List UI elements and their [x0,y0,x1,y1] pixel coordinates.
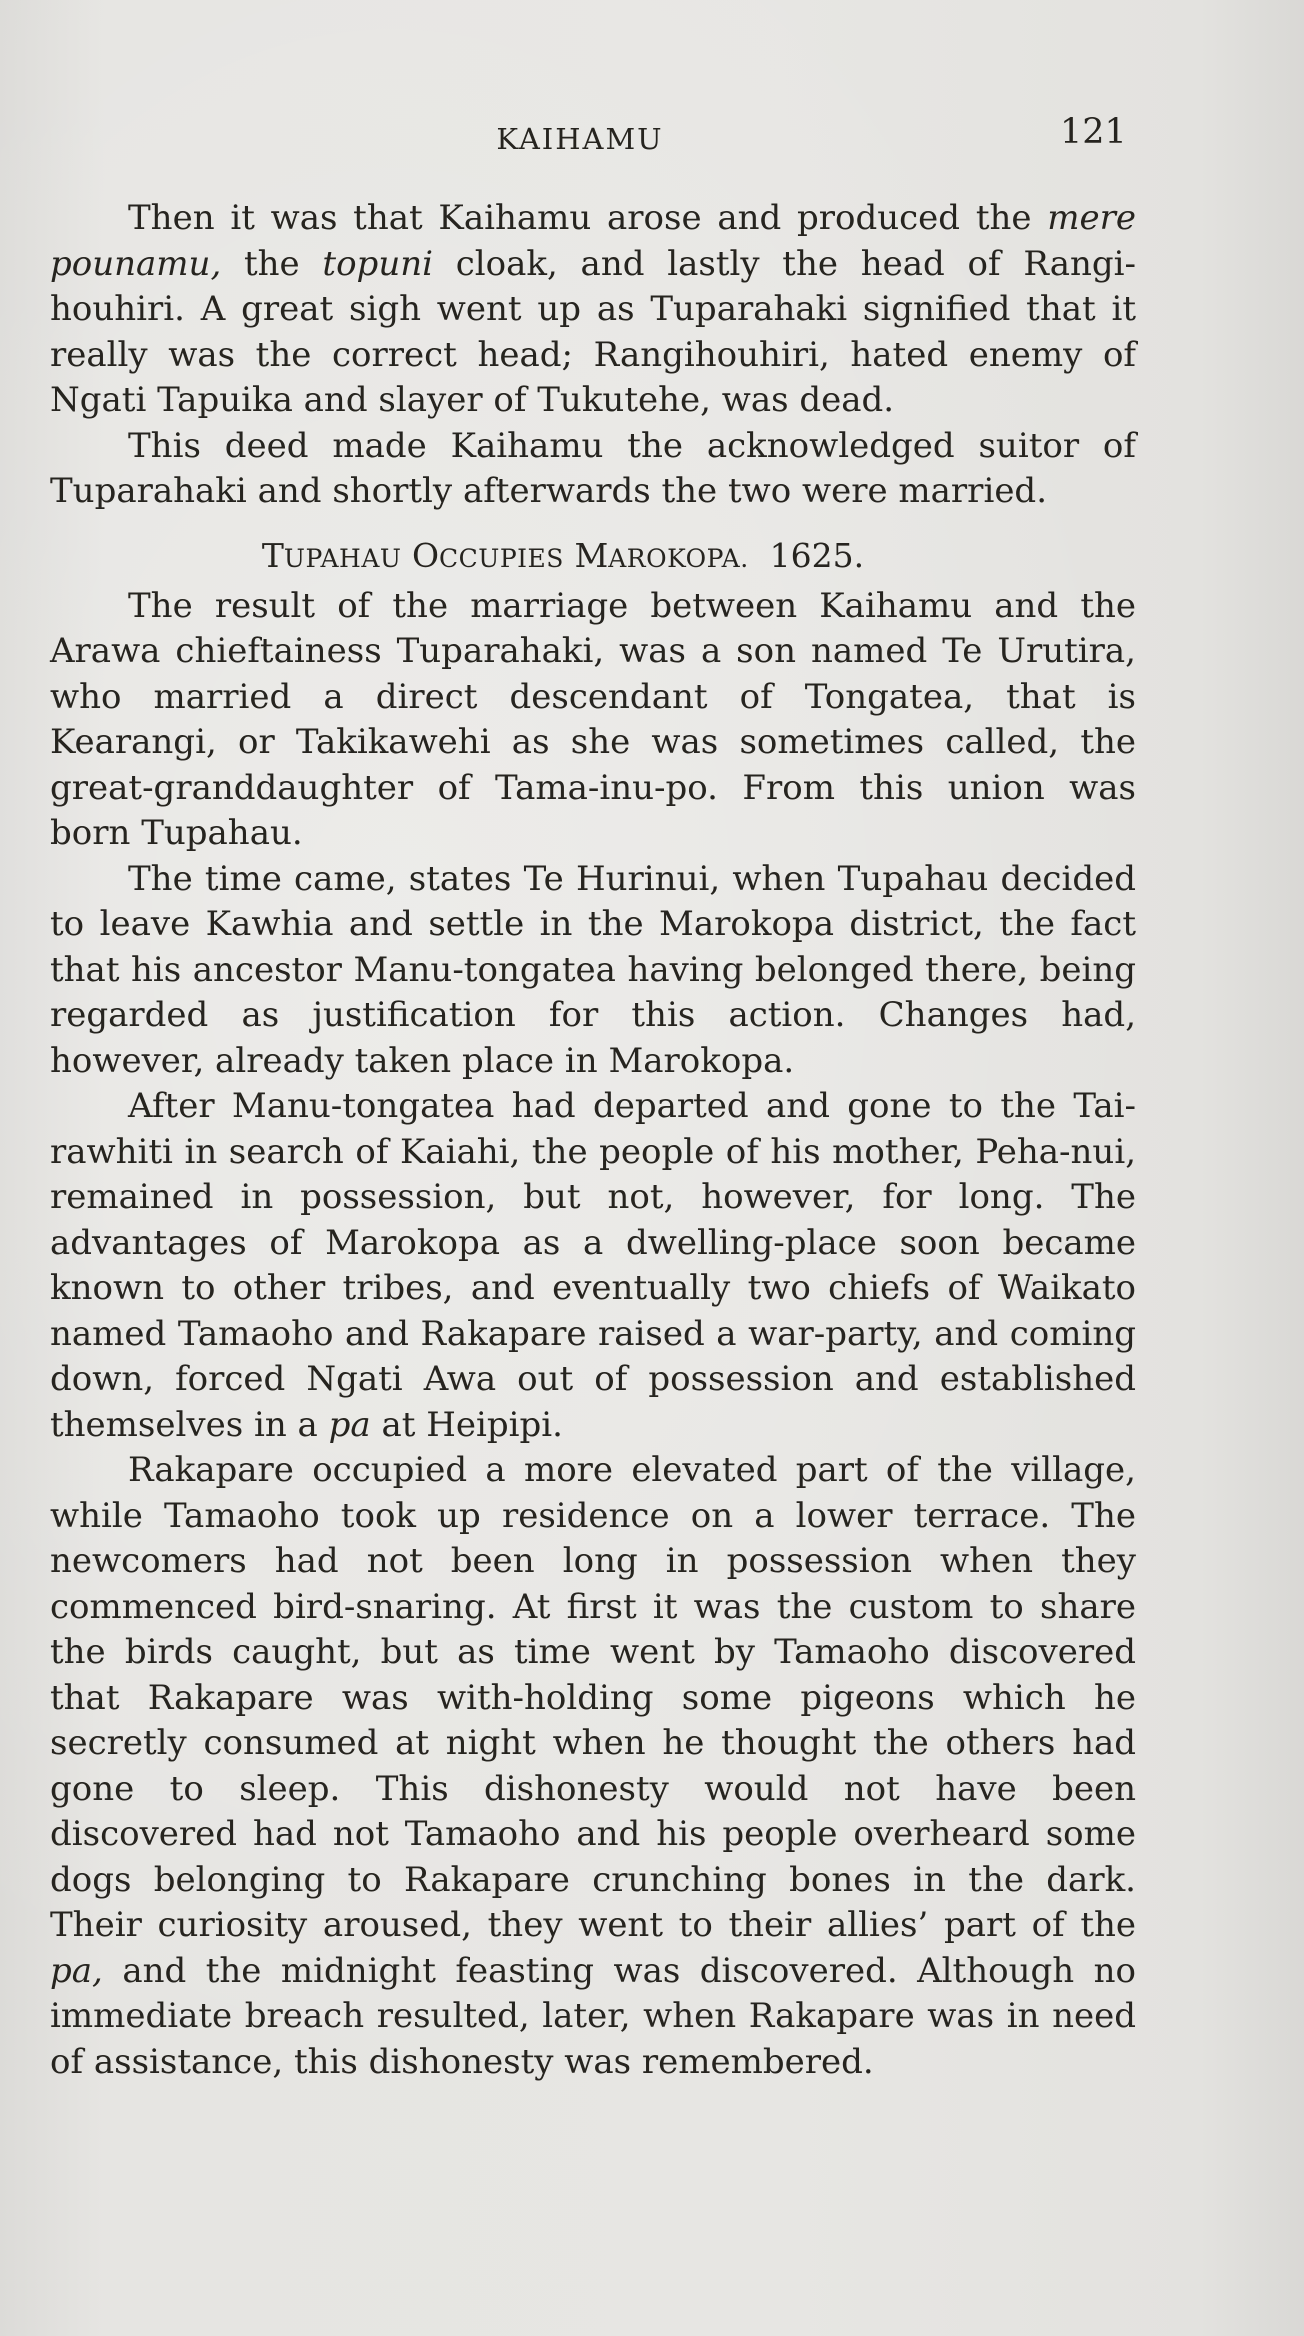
running-title: KAIHAMU [496,122,664,156]
text-run: Rakapare occupied a more elevated part of the village, while Tamaoho took up residence on a lower terrace. The newcomers had not been long in possession when they commenced bird-snaring. At first it was the custom to share the birds caught, but as time went by Tamaoho discovered that Rakapare was with-holding some pigeons which he secretly consumed at night when he thought the others had gone to sleep. This dishonesty would not have been discovered had not Tamaoho and his people overheard some dogs belonging to Rakapare crunching bones in the dark. Their curiosity aroused, they went to their allies’ part of the [50,1450,1136,1945]
italic-text: pa, [50,1950,103,1991]
italic-text: pa [328,1404,371,1445]
italic-text: mere pounamu, [50,198,1136,284]
body-text [50,196,1136,2085]
text-run: After Manu-tongatea had departed and gone to the Tai-rawhiti in search of Kaiahi, the people of his mother, Peha-nui, remained in possession, but not, however, for long. The advantages of Marokopa as a dwelling-place soon became known to other tribes, and eventually two chiefs of Waikato named Tamaoho and Rakapare raised a war-party, and coming down, forced Ngati Awa out of possession and established themselves in a [50,1086,1136,1445]
paragraph [50,584,1136,857]
heading-word: OCCUPIES [411,535,564,575]
paragraph [50,196,1136,424]
text-run: at Heipipi. [370,1404,563,1445]
italic-text: topuni [322,243,433,284]
heading-word: TUPAHAU [261,535,402,575]
paragraph [50,857,1136,1085]
section-heading [50,533,1136,582]
paragraph [50,1448,1136,2085]
running-header [0,112,1304,162]
paragraph [50,1084,1136,1448]
pre-section-paragraphs [50,196,1136,515]
text-run: The result of the marriage between Kaihamu and the Arawa chieftainess Tuparahaki, was a son named Te Urutira, who married a direct descendant of Tongatea, that is Kearangi, or Takikawehi as she was sometimes called, the great-granddaughter of Tama-inu-po. From this union was born Tupahau. [50,585,1136,853]
section-paragraphs [50,584,1136,2086]
text-run: The time came, states Te Hurinui, when Tupahau decided to leave Kawhia and settle in the Marokopa district, the fact that his ancestor Manu-tongatea having belonged there, being regarded as justification for this action. Changes had, however, already taken place in Marokopa. [50,858,1136,1081]
heading-year: 1625. [769,535,865,575]
text-run: This deed made Kaihamu the acknowledged suitor of Tuparahaki and shortly afterwards the two were married. [50,425,1136,511]
heading-word: MAROKOPA. [574,535,749,575]
page-number: 121 [1060,112,1127,152]
text-run: cloak, and lastly the head of Rangihouhiri. A great sigh went up as Tuparahaki signified that it really was the correct head; Rangihouhiri, hated enemy of Ngati Tapuika and slayer of Tukutehe, was dead. [50,243,1137,420]
paragraph [50,424,1136,515]
text-run: the [221,243,323,284]
text-run: and the midnight feasting was discovered. Although no immediate breach resulted, later, when Rakapare was in need of assistance, this dishonesty was remembered. [50,1950,1136,2082]
text-run: Then it was that Kaihamu arose and produced the [128,198,1048,238]
